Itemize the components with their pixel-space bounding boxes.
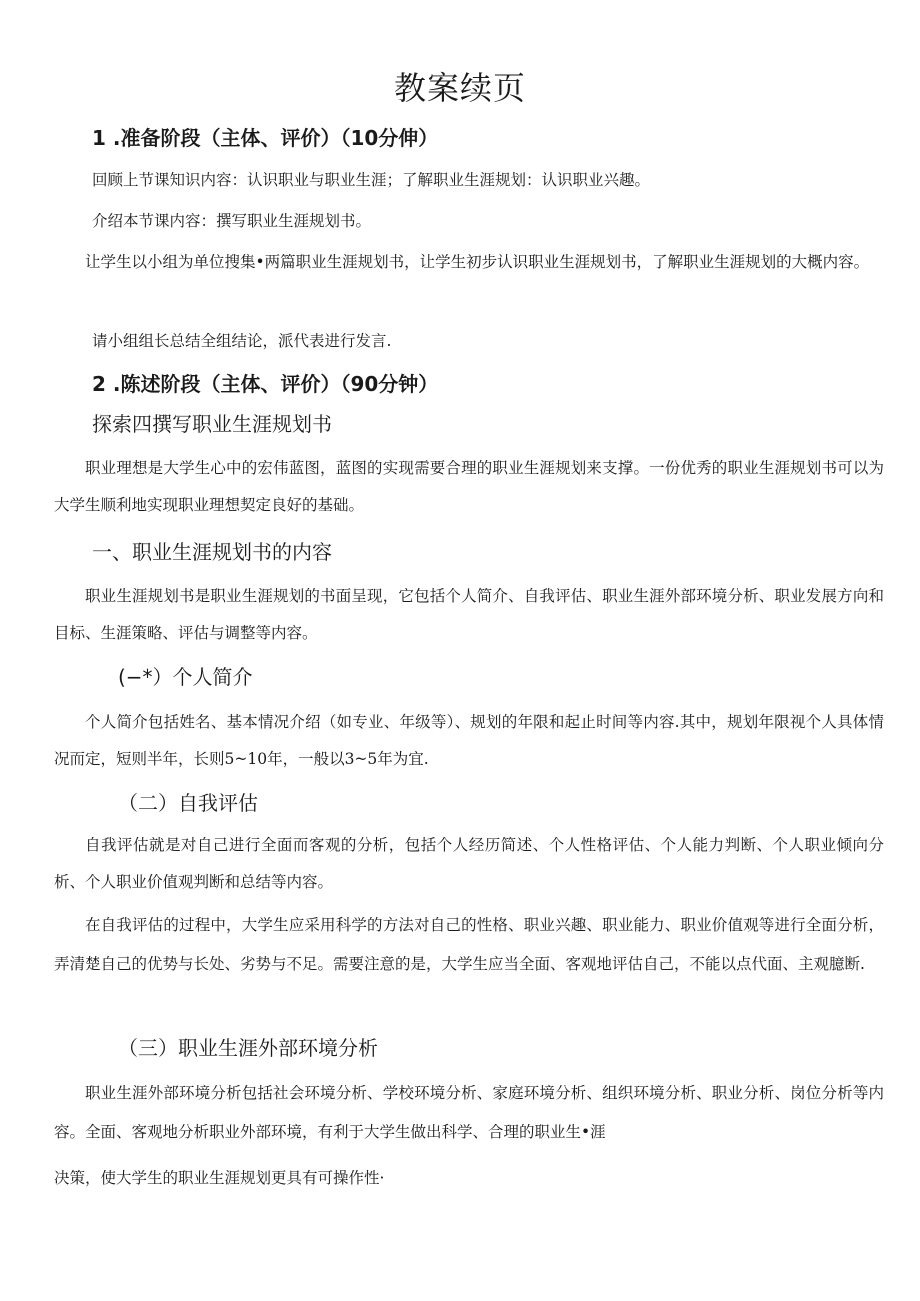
section-2-intro-paragraph: 职业理想是大学生心中的宏伟蓝图，蓝图的实现需要合理的职业生涯规划来支撑。一份优秀的职业生涯规划书可以为大学生顺利地实现职业理想契定良好的基础。 xyxy=(54,459,884,514)
part-1-heading: 一、职业生涯规划书的内容 xyxy=(92,540,332,564)
subsection-2-paragraph-2: 在自我评估的过程中，大学生应采用科学的方法对自己的性格、职业兴趣、职业能力、职业价值观等进行全面分析，弄清楚自己的优势与长处、劣势与不足。需要注意的是，大学生应当全面、客观地评估自己，不能以点代面、主观臆断. xyxy=(54,916,884,973)
subsection-3-paragraph-1: 职业生涯外部环境分析包括社会环境分析、学校环境分析、家庭环境分析、组织环境分析、职业分析、岗位分析等内容。全面、客观地分析职业外部环境，有利于大学生做出科学、合理的职业生•涯 xyxy=(54,1084,884,1141)
subsection-2-paragraph-1: 自我评估就是对自己进行全面而客观的分析，包括个人经历简述、个人性格评估、个人能力判断、个人职业倾向分析、个人职业价值观判断和总结等内容。 xyxy=(54,836,884,891)
part-1-paragraph: 职业生涯规划书是职业生涯规划的书面呈现，它包括个人简介、自我评估、职业生涯外部环境分析、职业发展方向和目标、生涯策略、评估与调整等内容。 xyxy=(54,587,884,642)
section-2-heading: 2 .陈述阶段（主体、评价）（90分钟） xyxy=(92,372,439,396)
section-1-paragraph-1: 回顾上节课知识内容：认识职业与职业生涯；了解职业生涯规划：认识职业兴趣。 xyxy=(92,171,651,189)
subsection-1-heading: (−*）个人简介 xyxy=(118,665,253,689)
subsection-2-heading: （二）自我评估 xyxy=(118,791,258,815)
section-1-paragraph-2: 介绍本节课内容：撰写职业生涯规划书。 xyxy=(92,212,372,230)
section-2-subtitle: 探索四撰写职业生涯规划书 xyxy=(92,412,332,436)
page-title: 教案续页 xyxy=(393,69,526,107)
subsection-3-paragraph-2: 决策，使大学生的职业生涯规划更具有可操作性· xyxy=(54,1169,385,1187)
section-1-paragraph-4: 请小组组长总结全组结论，派代表进行发言. xyxy=(92,332,392,350)
section-1-paragraph-3: 让学生以小组为单位搜集•两篇职业生涯规划书，让学生初步认识职业生涯规划书，了解职业生涯规划的大概内容。 xyxy=(85,253,870,271)
subsection-1-paragraph: 个人简介包括姓名、基本情况介绍（如专业、年级等）、规划的年限和起止时间等内容.其中，规划年限视个人具体情况而定，短则半年，长则5~10年，一般以3~5年为宜. xyxy=(54,713,884,768)
subsection-3-heading: （三）职业生涯外部环境分析 xyxy=(118,1036,378,1060)
section-1-heading: 1 .准备阶段（主体、评价）（10分伸） xyxy=(92,126,439,150)
